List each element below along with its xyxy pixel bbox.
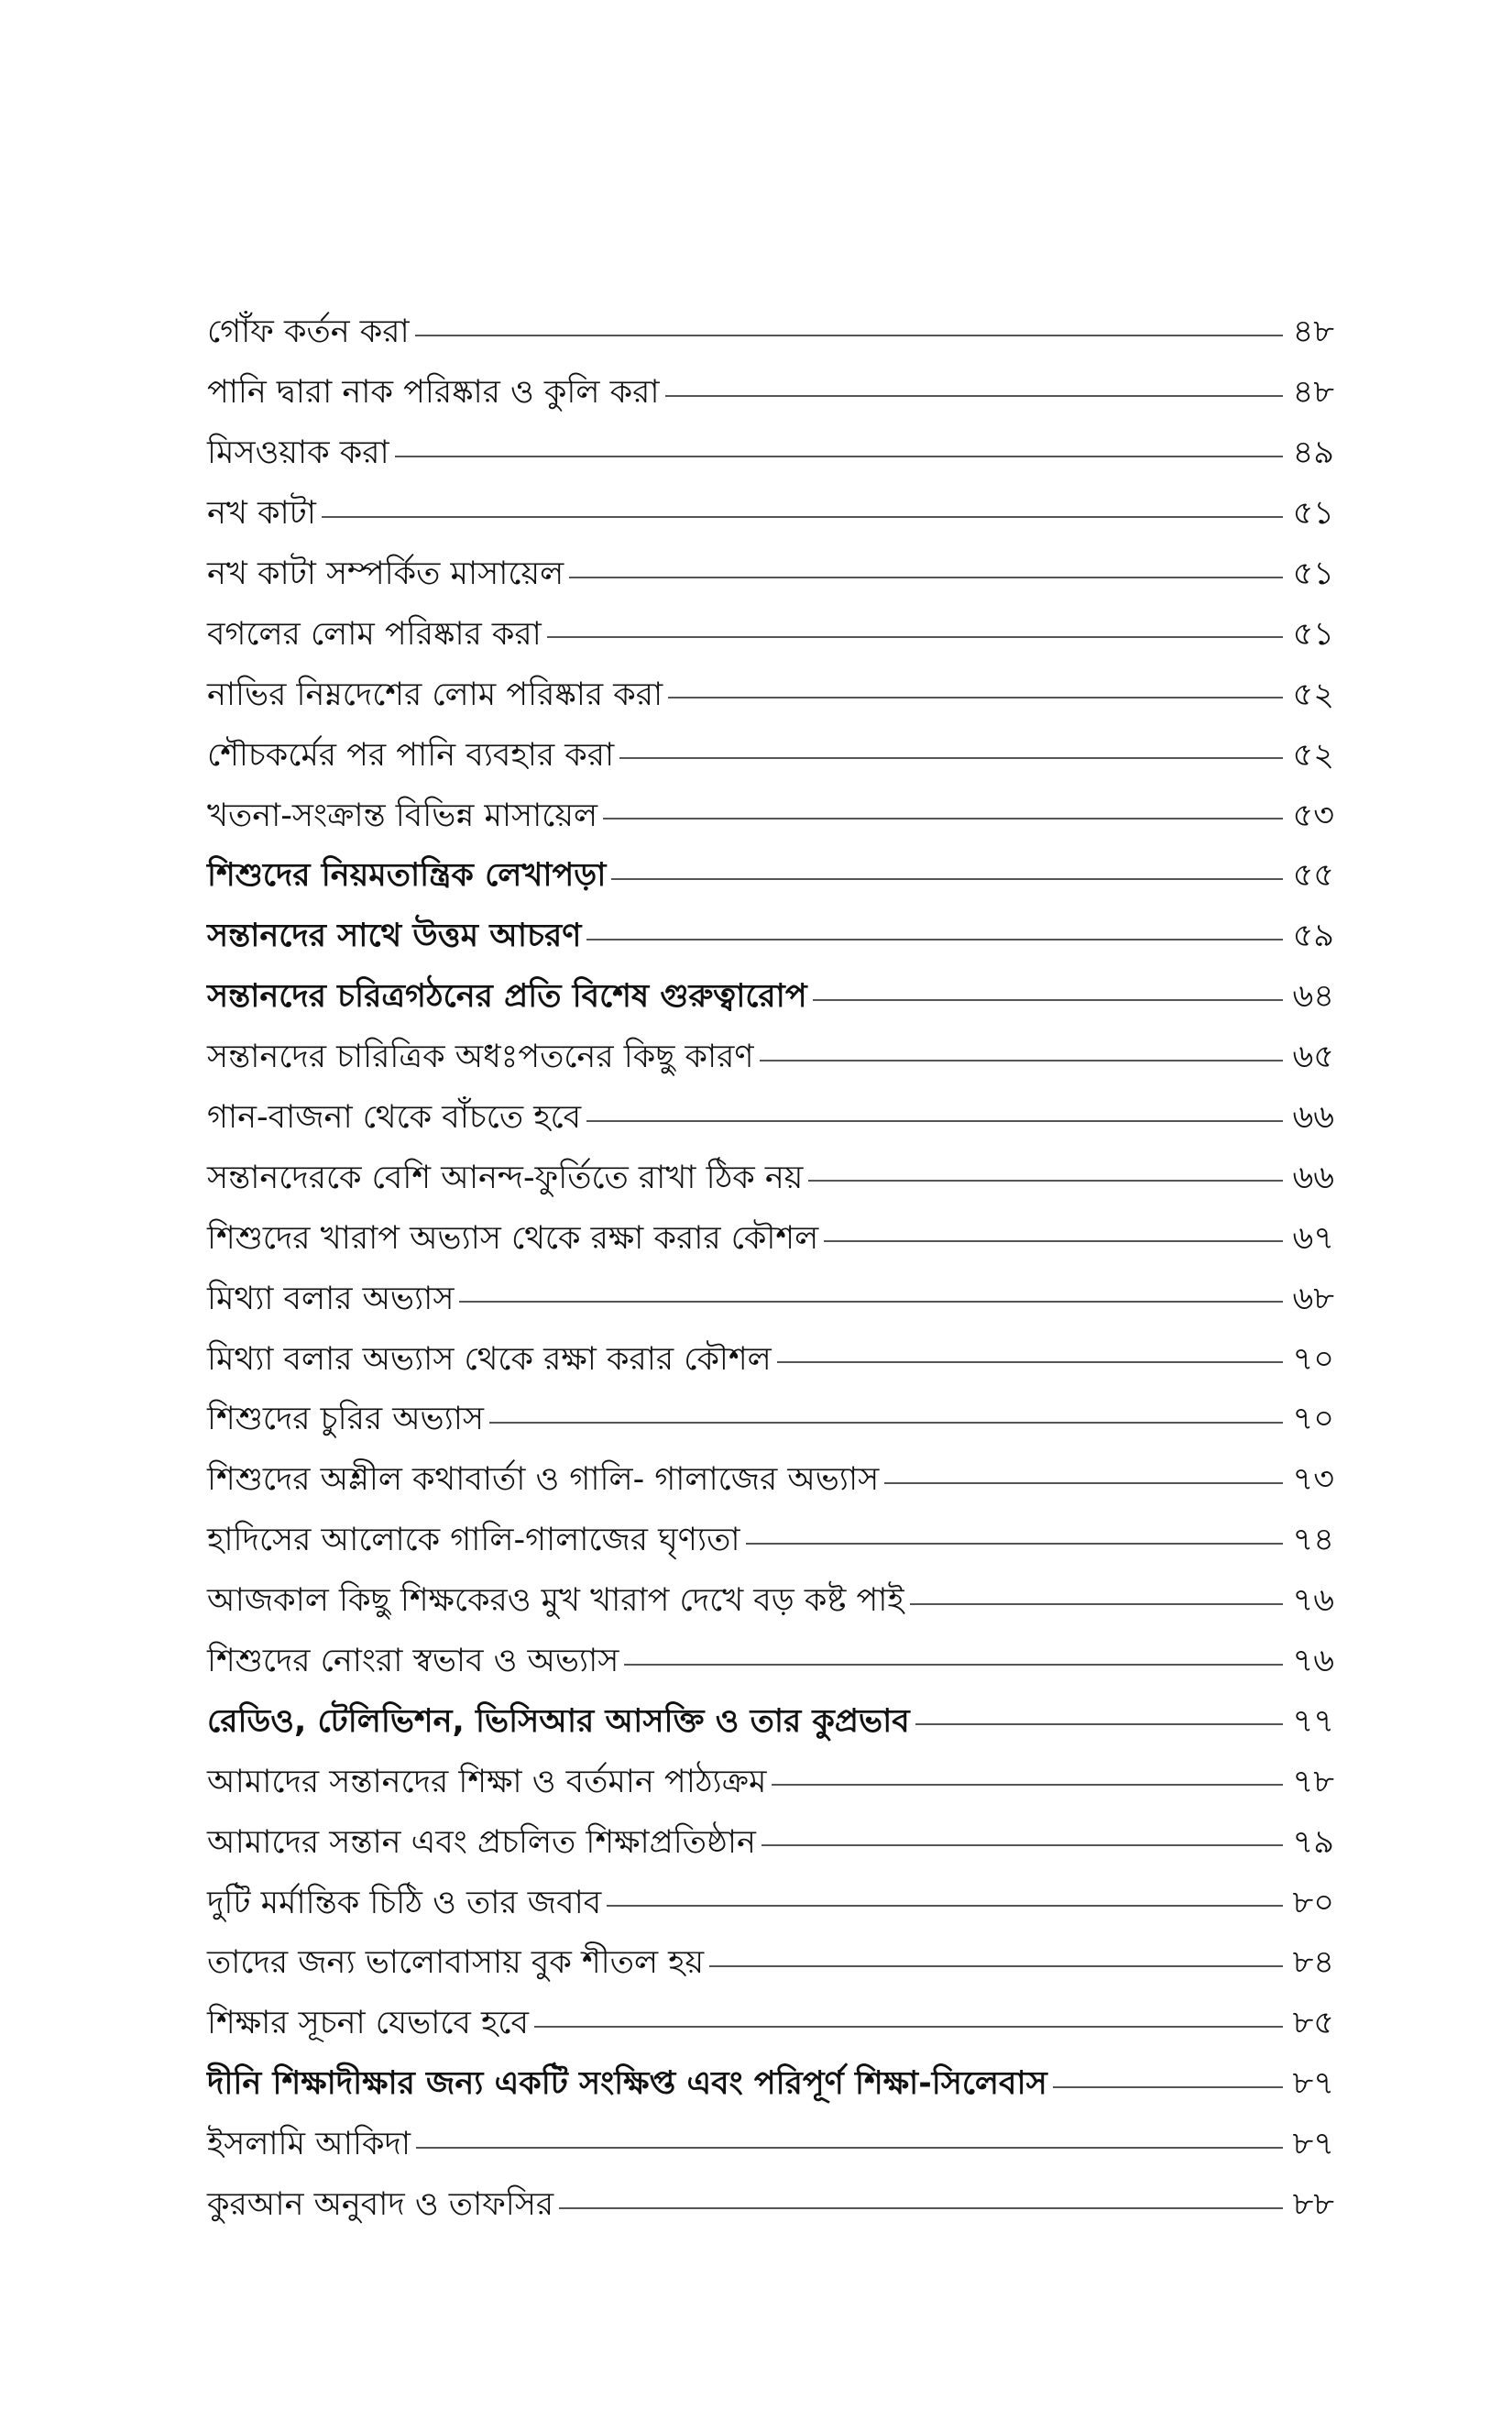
table-of-contents xyxy=(207,302,1334,2236)
leader-line xyxy=(910,1603,1283,1605)
toc-entry-page: ৪৮ xyxy=(1292,314,1334,351)
toc-entry-title: নখ কাটা xyxy=(207,495,316,533)
toc-entry xyxy=(207,1329,1334,1390)
toc-entry-title: শিক্ষার সূচনা যেভাবে হবে xyxy=(207,2005,529,2042)
toc-entry xyxy=(207,544,1334,605)
leader-line xyxy=(586,1120,1283,1122)
toc-entry xyxy=(207,725,1334,786)
toc-entry-title: মিথ্যা বলার অভ্যাস থেকে রক্ষা করার কৌশল xyxy=(207,1340,772,1378)
toc-entry-title: মিথ্যা বলার অভ্যাস xyxy=(207,1280,455,1317)
leader-line xyxy=(777,1361,1283,1363)
toc-entry-page: ৬৪ xyxy=(1292,978,1334,1016)
toc-entry-page: ৭০ xyxy=(1292,1340,1334,1378)
toc-entry-title: কুরআন অনুবাদ ও তাফসির xyxy=(207,2186,554,2224)
toc-entry-page: ৫১ xyxy=(1292,615,1334,653)
toc-entry-title: তাদের জন্য ভালোবাসায় বুক শীতল হয় xyxy=(207,1944,705,1982)
toc-entry-title: মিসওয়াক করা xyxy=(207,434,389,472)
toc-entry-page: ৫২ xyxy=(1292,736,1334,774)
toc-entry-title: সন্তানদের চারিত্রিক অধঃপতনের কিছু কারণ xyxy=(207,1039,754,1076)
toc-entry-title: আমাদের সন্তান এবং প্রচলিত শিক্ষাপ্রতিষ্ঠান xyxy=(207,1823,756,1861)
leader-line xyxy=(586,939,1283,940)
toc-entry xyxy=(207,1994,1334,2054)
toc-entry-page: ৬৬ xyxy=(1292,1159,1334,1196)
leader-line xyxy=(761,1844,1283,1846)
leader-line xyxy=(772,1784,1283,1786)
toc-entry xyxy=(207,967,1334,1028)
toc-entry xyxy=(207,363,1334,424)
leader-line xyxy=(534,2026,1283,2028)
toc-entry-title: গোঁফ কর্তন করা xyxy=(207,314,410,351)
toc-entry xyxy=(207,2175,1334,2236)
leader-line xyxy=(459,1301,1283,1303)
toc-entry-title: রেডিও, টেলিভিশন, ভিসিআর আসক্তি ও তার কুপ্রভাব xyxy=(207,1702,910,1740)
leader-line xyxy=(668,697,1283,698)
toc-entry-title: ইসলামি আকিদা xyxy=(207,2126,411,2163)
leader-line xyxy=(603,818,1283,820)
toc-entry-page: ৫১ xyxy=(1292,556,1334,592)
leader-line xyxy=(808,1180,1283,1182)
toc-entry-title: খতনা-সংক্রান্ত বিভিন্ন মাসায়েল xyxy=(207,797,598,834)
toc-entry-page: ৬৫ xyxy=(1292,1039,1334,1076)
toc-entry xyxy=(207,1450,1334,1511)
leader-line xyxy=(322,516,1283,518)
toc-entry-page: ৭৩ xyxy=(1292,1461,1334,1499)
leader-line xyxy=(824,1240,1283,1242)
toc-entry-title: হাদিসের আলোকে গালি-গালাজের ঘৃণ্যতা xyxy=(207,1522,740,1559)
leader-line xyxy=(489,1422,1283,1424)
toc-entry-page: ৪৯ xyxy=(1292,434,1334,472)
toc-entry-title: আমাদের সন্তানদের শিক্ষা ও বর্তমান পাঠ্যক্রম xyxy=(207,1763,767,1800)
toc-entry xyxy=(207,302,1334,363)
toc-entry-title: শিশুদের অশ্লীল কথাবার্তা ও গালি- গালাজের অভ্যাস xyxy=(207,1461,880,1499)
toc-entry-page: ৬৮ xyxy=(1292,1280,1334,1317)
toc-entry xyxy=(207,1752,1334,1812)
toc-entry xyxy=(207,1148,1334,1208)
leader-line xyxy=(395,456,1283,457)
toc-entry-title: শিশুদের খারাপ অভ্যাস থেকে রক্ষা করার কৌশল xyxy=(207,1219,819,1257)
toc-entry-page: ৭০ xyxy=(1292,1401,1334,1438)
toc-entry xyxy=(207,1632,1334,1692)
toc-entry-title: সন্তানদের সাথে উত্তম আচরণ xyxy=(207,918,582,955)
toc-entry-page: ৭৬ xyxy=(1292,1643,1334,1680)
toc-entry-page: ৮৪ xyxy=(1292,1944,1334,1982)
toc-entry xyxy=(207,1933,1334,1994)
toc-entry-page: ৭৪ xyxy=(1292,1522,1334,1559)
toc-entry xyxy=(207,1873,1334,1933)
toc-entry-title: শিশুদের নোংরা স্বভাব ও অভ্যাস xyxy=(207,1643,619,1680)
toc-entry-page: ৭৮ xyxy=(1292,1763,1334,1800)
leader-line xyxy=(746,1543,1283,1545)
toc-entry-page: ৮৮ xyxy=(1292,2186,1334,2224)
toc-entry-page: ৭৭ xyxy=(1292,1702,1334,1740)
toc-entry xyxy=(207,424,1334,484)
leader-line xyxy=(915,1723,1283,1725)
toc-entry-title: পানি দ্বারা নাক পরিষ্কার ও কুলি করা xyxy=(207,374,660,412)
toc-entry xyxy=(207,1691,1334,1752)
toc-entry-title: দুটি মর্মান্তিক চিঠি ও তার জবাব xyxy=(207,1884,602,1921)
toc-entry-title: সন্তানদেরকে বেশি আনন্দ-ফুর্তিতে রাখা ঠিক নয় xyxy=(207,1159,804,1196)
toc-entry xyxy=(207,604,1334,665)
toc-entry xyxy=(207,484,1334,544)
toc-entry xyxy=(207,1269,1334,1329)
toc-entry-page: ৫৫ xyxy=(1292,857,1334,895)
toc-entry-title: আজকাল কিছু শিক্ষকেরও মুখ খারাপ দেখে বড় কষ্ট পাই xyxy=(207,1582,904,1620)
toc-entry xyxy=(207,1208,1334,1269)
toc-entry-title: সন্তানদের চরিত্রগঠনের প্রতি বিশেষ গুরুত্বারোপ xyxy=(207,978,807,1016)
toc-entry xyxy=(207,1088,1334,1149)
toc-entry xyxy=(207,2054,1334,2115)
leader-line xyxy=(1053,2086,1283,2088)
toc-entry xyxy=(207,786,1334,846)
leader-line xyxy=(547,636,1283,638)
toc-entry-page: ৭৯ xyxy=(1292,1823,1334,1861)
toc-entry-page: ৫৯ xyxy=(1292,918,1334,955)
toc-entry xyxy=(207,1511,1334,1571)
toc-entry-page: ৮০ xyxy=(1292,1884,1334,1921)
toc-entry-page: ৮৭ xyxy=(1292,2126,1334,2163)
toc-entry-page: ৭৬ xyxy=(1292,1582,1334,1620)
leader-line xyxy=(559,2207,1283,2209)
toc-entry-title: শিশুদের চুরির অভ্যাস xyxy=(207,1401,485,1438)
toc-entry xyxy=(207,1571,1334,1632)
leader-line xyxy=(709,1965,1283,1967)
toc-entry xyxy=(207,907,1334,967)
toc-entry-page: ৬৬ xyxy=(1292,1099,1334,1137)
leader-line xyxy=(416,2147,1283,2149)
leader-line xyxy=(569,577,1283,578)
toc-entry-title: শিশুদের নিয়মতান্ত্রিক লেখাপড়া xyxy=(207,857,607,895)
toc-entry-page: ৫১ xyxy=(1292,495,1334,533)
toc-entry xyxy=(207,846,1334,907)
leader-line xyxy=(624,1664,1283,1666)
toc-entry-page: ৮৭ xyxy=(1292,2065,1334,2103)
toc-entry xyxy=(207,2115,1334,2175)
leader-line xyxy=(813,999,1283,1001)
toc-entry xyxy=(207,665,1334,725)
toc-entry xyxy=(207,1812,1334,1873)
toc-entry-page: ৬৭ xyxy=(1292,1219,1334,1257)
toc-entry-title: দীনি শিক্ষাদীক্ষার জন্য একটি সংক্ষিপ্ত এবং পরিপূর্ণ শিক্ষা-সিলেবাস xyxy=(207,2065,1047,2103)
toc-entry-title: নখ কাটা সম্পর্কিত মাসায়েল xyxy=(207,556,564,592)
toc-entry-page: ৪৮ xyxy=(1292,374,1334,412)
leader-line xyxy=(619,757,1283,759)
leader-line xyxy=(760,1060,1283,1062)
toc-entry-title: নাভির নিম্নদেশের লোম পরিষ্কার করা xyxy=(207,676,663,713)
toc-entry-title: গান-বাজনা থেকে বাঁচতে হবে xyxy=(207,1099,582,1137)
toc-entry-page: ৫২ xyxy=(1292,676,1334,713)
toc-entry-page: ৫৩ xyxy=(1292,797,1334,834)
toc-entry xyxy=(207,1028,1334,1088)
toc-entry-page: ৮৫ xyxy=(1292,2005,1334,2042)
leader-line xyxy=(607,1905,1283,1907)
toc-entry-title: বগলের লোম পরিষ্কার করা xyxy=(207,615,542,653)
leader-line xyxy=(665,395,1284,397)
leader-line xyxy=(415,335,1283,336)
toc-entry xyxy=(207,1390,1334,1450)
toc-entry-title: শৌচকর্মের পর পানি ব্যবহার করা xyxy=(207,736,615,774)
leader-line xyxy=(611,878,1283,880)
leader-line xyxy=(884,1482,1283,1484)
